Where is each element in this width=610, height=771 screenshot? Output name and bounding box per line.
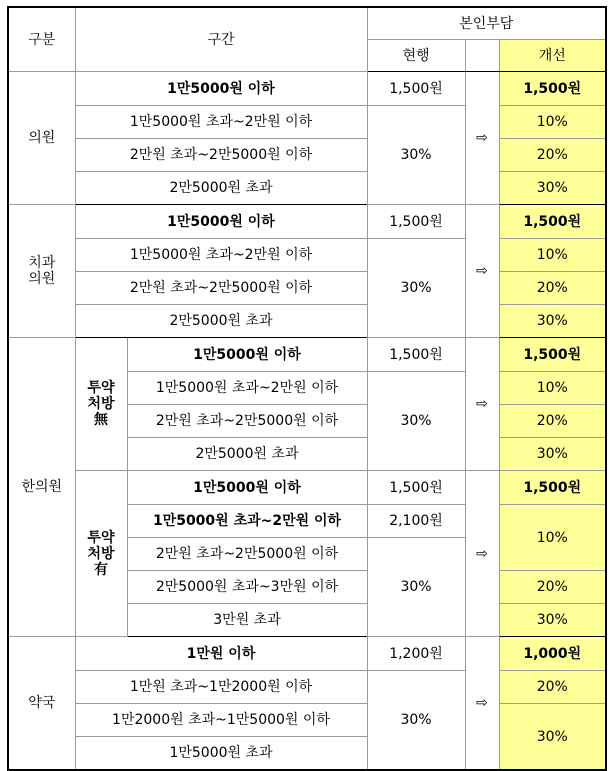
improved-cell: 10% — [499, 505, 606, 571]
table-row — [8, 239, 606, 272]
header-copay: 본인부담 — [367, 7, 606, 40]
range-cell: 2만원 초과~2만5000원 이하 — [75, 272, 367, 305]
range-cell: 2만원 초과~2만5000원 이하 — [75, 139, 367, 172]
arrow-icon: ⇨ — [465, 471, 499, 637]
header-range: 구간 — [75, 7, 367, 72]
range-cell: 3만원 초과 — [127, 604, 367, 637]
subcategory-with-rx-line3: 有 — [94, 561, 108, 578]
improved-cell: 30% — [499, 704, 606, 771]
range-cell: 2만원 초과~2만5000원 이하 — [127, 405, 367, 438]
improved-cell: 30% — [499, 305, 606, 338]
table-row — [8, 172, 606, 205]
range-cell: 2만5000원 초과 — [75, 172, 367, 205]
table-row — [8, 205, 606, 239]
category-clinic: 의원 — [8, 72, 75, 205]
current-cell: 1,500원 — [367, 205, 465, 239]
category-dental-line1: 치과 — [28, 255, 56, 271]
table-row — [8, 72, 606, 106]
header-row-1 — [8, 7, 606, 40]
current-cell: 30% — [367, 106, 465, 205]
category-pharmacy: 약국 — [8, 637, 75, 771]
subcategory-with-rx-line2: 처방 — [87, 545, 115, 562]
range-cell: 1만5000원 이하 — [127, 338, 367, 372]
range-cell: 1만원 초과~1만2000원 이하 — [75, 671, 367, 704]
range-cell: 1만5000원 초과 — [75, 737, 367, 771]
category-dental-line2: 의원 — [28, 271, 56, 287]
current-cell: 1,500원 — [367, 471, 465, 505]
subcategory-no-rx — [75, 338, 127, 471]
table-row — [8, 106, 606, 139]
improved-cell: 10% — [499, 372, 606, 405]
table-row — [8, 704, 606, 737]
table-row — [8, 637, 606, 671]
arrow-icon: ⇨ — [465, 72, 499, 205]
range-cell: 1만5000원 이하 — [127, 471, 367, 505]
improved-cell: 10% — [499, 106, 606, 139]
table-row — [8, 471, 606, 505]
range-cell: 1만5000원 초과~2만원 이하 — [75, 239, 367, 272]
current-cell: 30% — [367, 372, 465, 471]
improved-cell: 20% — [499, 671, 606, 704]
range-cell: 1만5000원 이하 — [75, 205, 367, 239]
table-row — [8, 139, 606, 172]
improved-cell: 1,500원 — [499, 471, 606, 505]
subcategory-no-rx-line1: 투약 — [87, 380, 115, 396]
improved-cell: 30% — [499, 172, 606, 205]
category-oriental: 한의원 — [8, 338, 75, 637]
current-cell: 30% — [367, 239, 465, 338]
improved-cell: 20% — [499, 139, 606, 172]
header-improved: 개선 — [499, 40, 606, 72]
header-arrow-blank — [465, 40, 499, 72]
table-row — [8, 338, 606, 372]
table-row — [8, 305, 606, 338]
table-row — [8, 272, 606, 305]
current-cell: 2,100원 — [367, 505, 465, 538]
current-cell: 30% — [367, 538, 465, 637]
range-cell: 1만5000원 초과~2만원 이하 — [75, 106, 367, 139]
current-cell: 1,500원 — [367, 72, 465, 106]
arrow-icon: ⇨ — [465, 338, 499, 471]
subcategory-no-rx-line2: 처방 — [87, 396, 115, 412]
subcategory-no-rx-line3: 無 — [94, 412, 108, 428]
improved-cell: 30% — [499, 604, 606, 637]
improved-cell: 20% — [499, 571, 606, 604]
current-cell: 1,200원 — [367, 637, 465, 671]
improved-cell: 20% — [499, 405, 606, 438]
range-cell: 1만5000원 초과~2만원 이하 — [127, 372, 367, 405]
subcategory-with-rx — [75, 471, 127, 637]
header-current: 현행 — [367, 40, 465, 72]
range-cell: 1만2000원 초과~1만5000원 이하 — [75, 704, 367, 737]
arrow-icon: ⇨ — [465, 205, 499, 338]
subcategory-with-rx-line1: 투약 — [87, 529, 115, 546]
improved-cell: 30% — [499, 438, 606, 471]
current-cell: 30% — [367, 671, 465, 771]
range-cell: 2만원 초과~2만5000원 이하 — [127, 538, 367, 571]
range-cell: 2만5000원 초과 — [75, 305, 367, 338]
improved-cell: 1,500원 — [499, 205, 606, 239]
improved-cell: 1,500원 — [499, 72, 606, 106]
improved-cell: 1,000원 — [499, 637, 606, 671]
range-cell: 1만5000원 이하 — [75, 72, 367, 106]
improved-cell: 20% — [499, 272, 606, 305]
range-cell: 1만원 이하 — [75, 637, 367, 671]
table-row — [8, 671, 606, 704]
improved-cell: 1,500원 — [499, 338, 606, 372]
range-cell: 1만5000원 초과~2만원 이하 — [127, 505, 367, 538]
copay-table — [7, 6, 607, 771]
range-cell: 2만5000원 초과~3만원 이하 — [127, 571, 367, 604]
improved-cell: 10% — [499, 239, 606, 272]
header-category: 구분 — [8, 7, 75, 72]
range-cell: 2만5000원 초과 — [127, 438, 367, 471]
category-dental — [8, 205, 75, 338]
current-cell: 1,500원 — [367, 338, 465, 372]
arrow-icon: ⇨ — [465, 637, 499, 771]
